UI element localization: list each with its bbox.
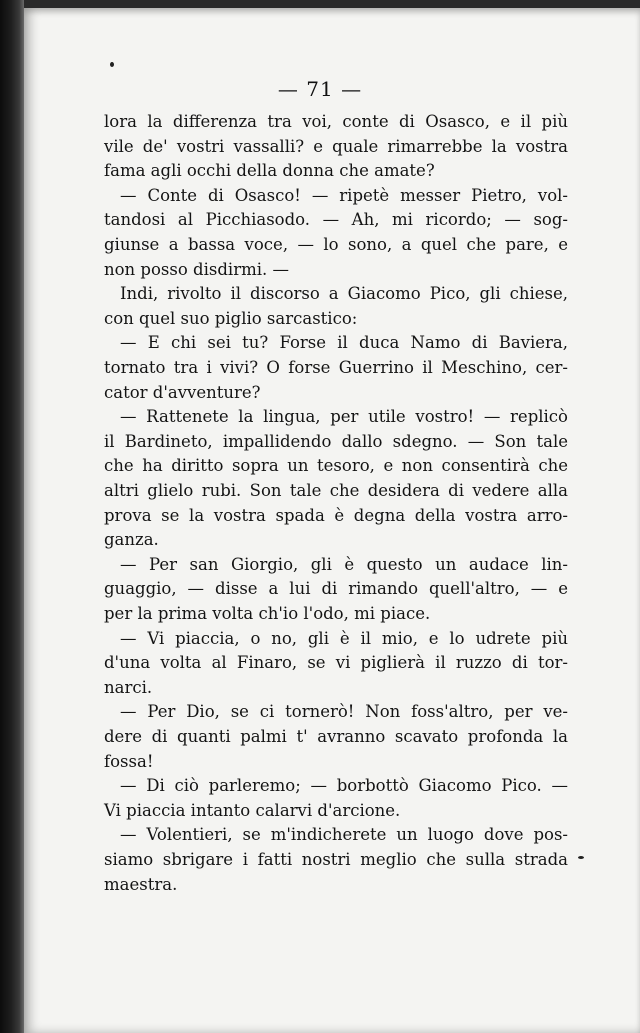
text-line: fossa!	[104, 751, 154, 771]
text-line: — E chi sei tu? Forse il duca Namo di Baviera,	[120, 333, 568, 353]
page-number: — 71 —	[277, 77, 363, 101]
book-spine-shadow	[0, 0, 24, 1033]
text-line: — Per san Giorgio, gli è questo un audace lin-	[120, 554, 568, 574]
text-line: con quel suo piglio sarcastico:	[104, 308, 358, 328]
text-line: vile de' vostri vassalli? e quale rimarrebbe la vostra	[104, 136, 568, 156]
text-line: per la prima volta ch'io l'odo, mi piace.	[104, 604, 431, 623]
text-line: guaggio, — disse a lui di rimando quell'altro, — e	[104, 579, 568, 599]
text-line: che ha diritto sopra un tesoro, e non consentirà che	[104, 456, 568, 476]
text-line: ganza.	[104, 530, 159, 550]
text-line: — Vi piaccia, o no, gli è il mio, e lo udrete più	[120, 628, 568, 648]
text-line: — Conte di Osasco! — ripetè messer Pietro, vol-	[120, 185, 568, 205]
text-line: d'una volta al Finaro, se vi piglierà il ruzzo di tor-	[104, 653, 568, 673]
text-line: tornato tra i vivi? O forse Guerrino il Meschino, cer-	[104, 358, 568, 377]
ink-speck	[578, 856, 584, 859]
text-line: — Rattenete la lingua, per utile vostro! — replicò	[120, 407, 568, 427]
text-line: maestra.	[104, 874, 178, 894]
text-line: giunse a bassa voce, — lo sono, a quel che pare, e	[104, 235, 568, 254]
text-line: prova se la vostra spada è degna della vostra arro-	[104, 505, 568, 525]
text-line: — Per Dio, se ci tornerò! Non foss'altro, per ve-	[120, 702, 568, 722]
text-line: siamo sbrigare i fatti nostri meglio che sulla strada	[104, 850, 568, 869]
text-line: tandosi al Picchiasodo. — Ah, mi ricordo; — sog-	[104, 210, 568, 230]
text-line: Indi, rivolto il discorso a Giacomo Pico, gli chiese,	[120, 284, 568, 304]
text-line: non posso disdirmi. —	[104, 259, 289, 279]
text-line: lora la differenza tra voi, conte di Osasco, e il più	[104, 112, 568, 131]
text-line: il Bardineto, impallidendo dallo sdegno. — Son tale	[104, 431, 568, 451]
text-line: narci.	[104, 677, 153, 697]
ink-speck	[110, 62, 114, 67]
text-line: fama agli occhi della donna che amate?	[104, 161, 435, 181]
text-line: altri glielo rubi. Son tale che desidera di vedere alla	[104, 481, 568, 500]
text-line: dere di quanti palmi t' avranno scavato profonda la	[104, 727, 568, 746]
text-line: Vi piaccia intanto calarvi d'arcione.	[104, 800, 401, 820]
text-line: cator d'avventure?	[104, 382, 261, 402]
text-line: — Volentieri, se m'indicherete un luogo dove pos-	[120, 825, 568, 845]
text-line: — Di ciò parleremo; — borbottò Giacomo Pico. —	[120, 776, 568, 796]
